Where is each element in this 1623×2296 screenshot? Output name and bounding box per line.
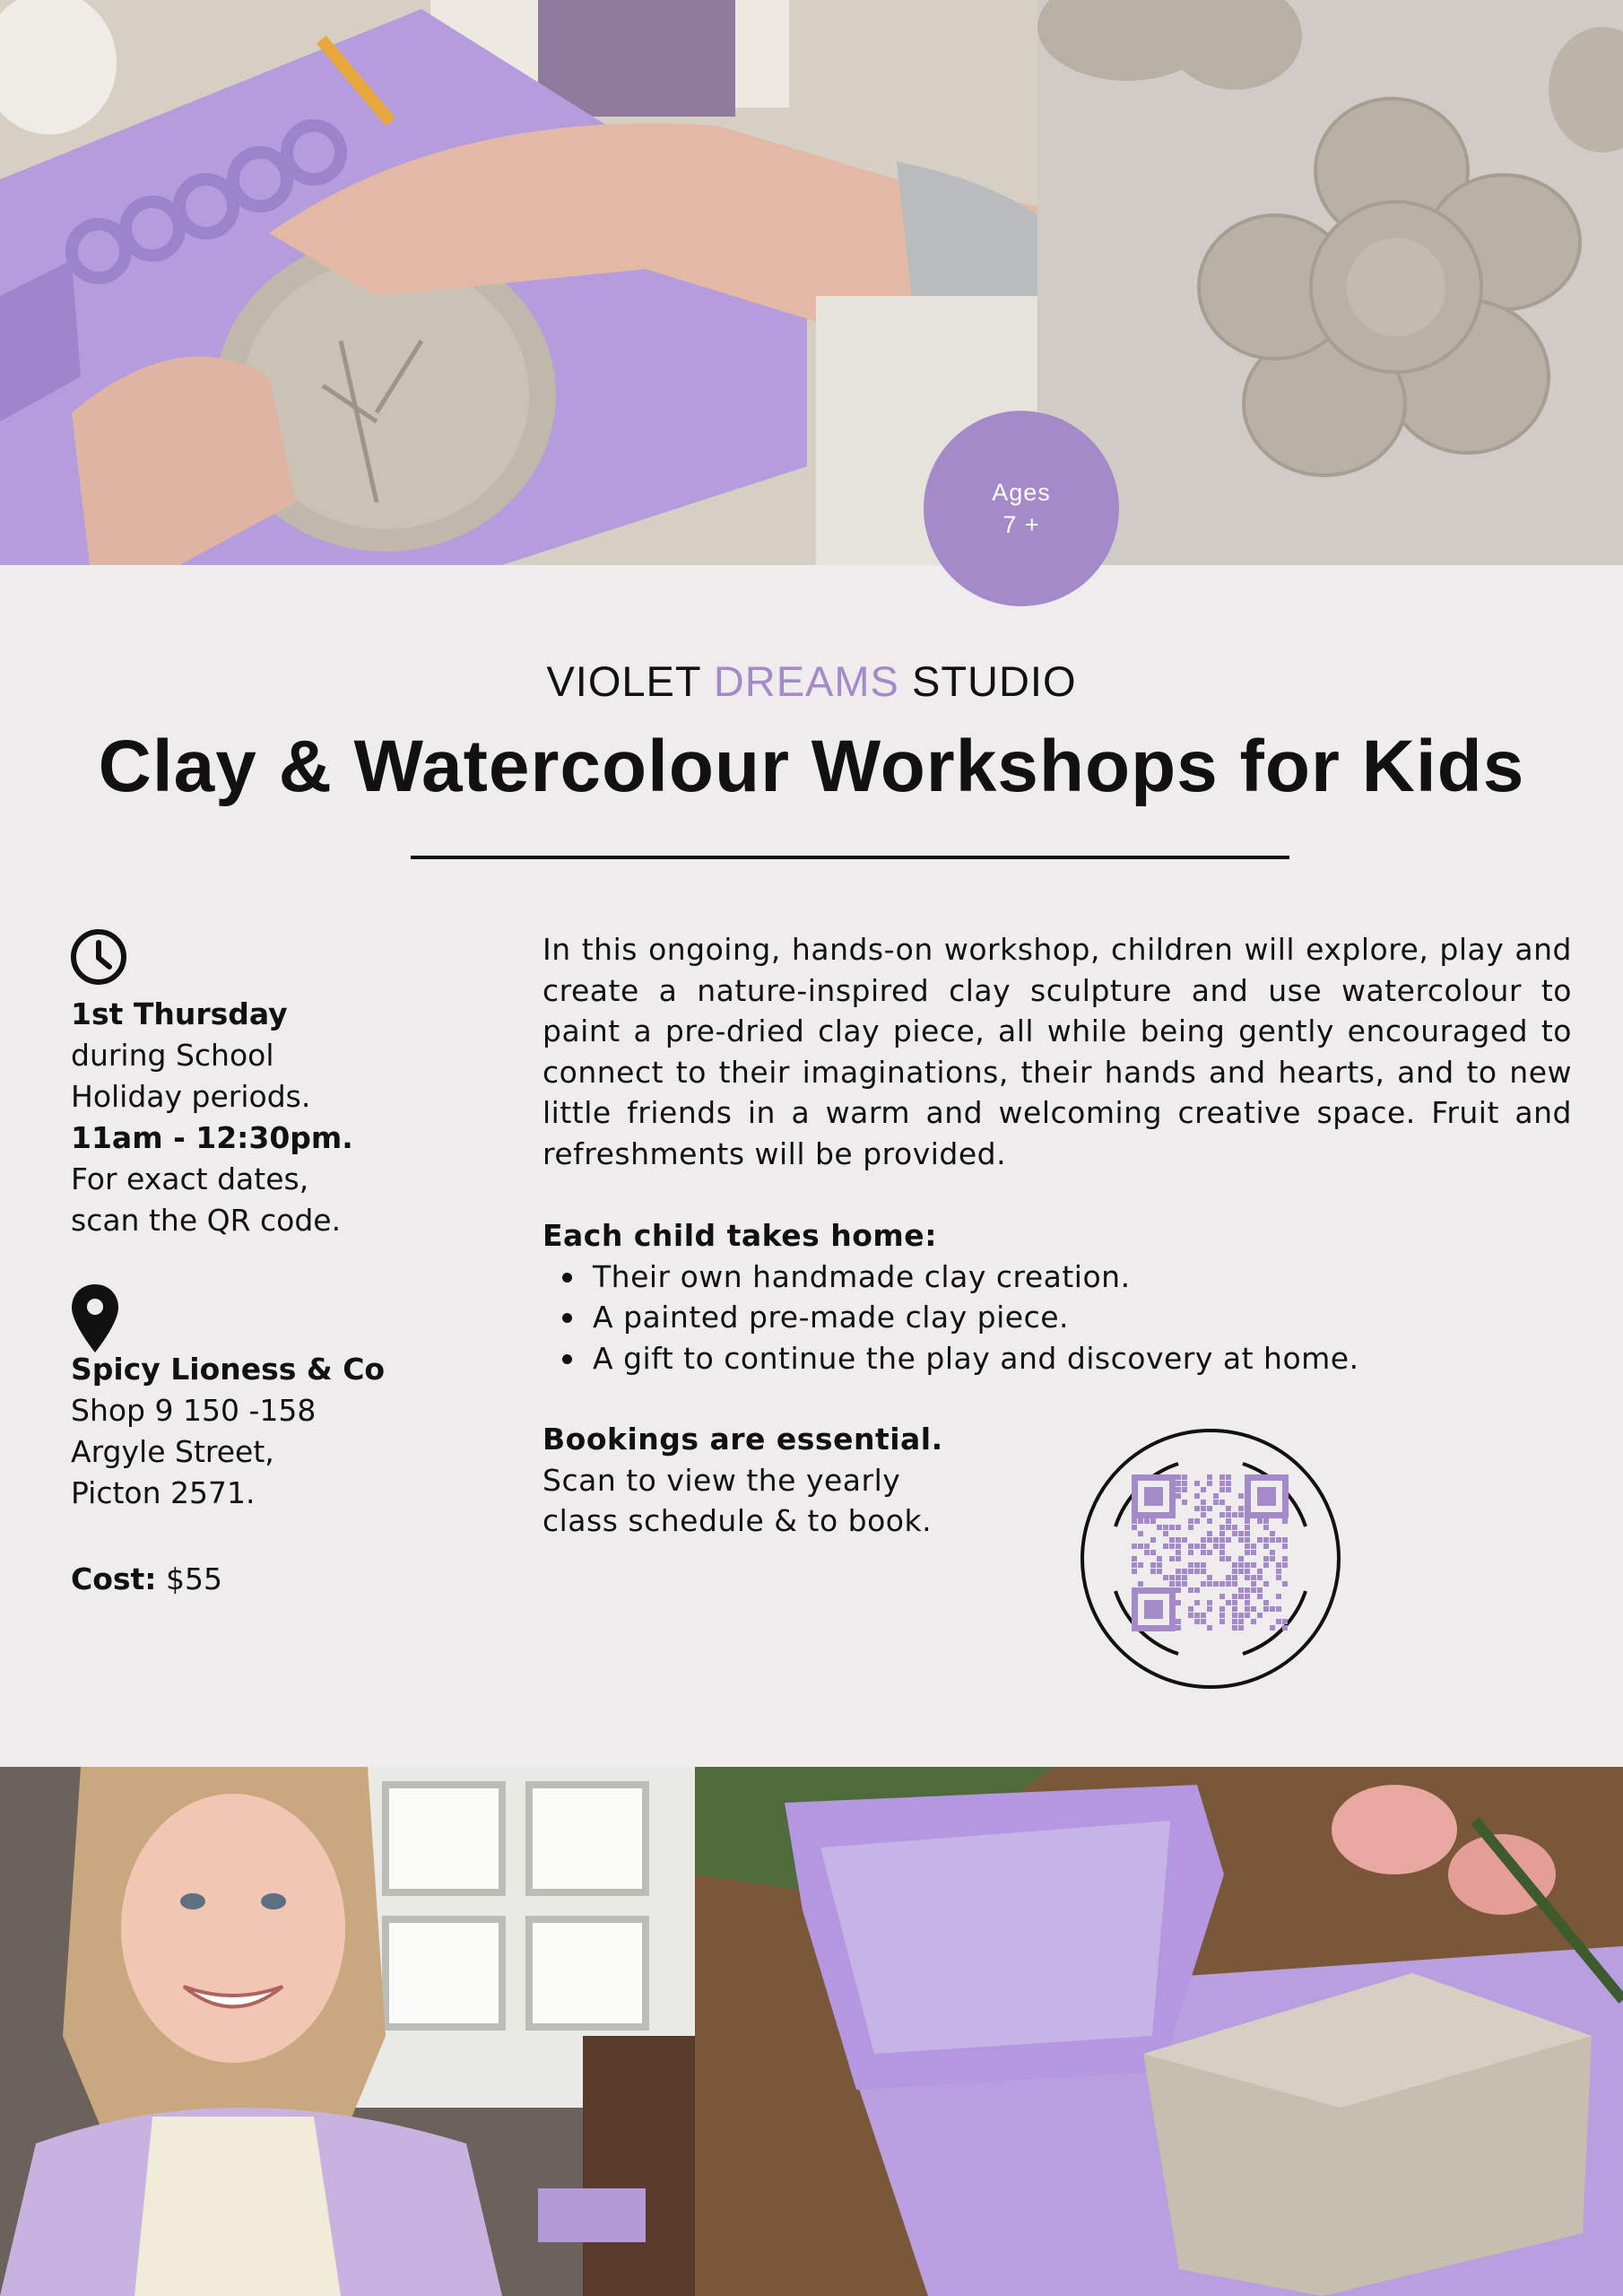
qr-module bbox=[1282, 1581, 1288, 1587]
qr-module bbox=[1270, 1606, 1275, 1612]
qr-module bbox=[1251, 1581, 1256, 1587]
qr-module bbox=[1194, 1613, 1200, 1618]
qr-module bbox=[1276, 1575, 1281, 1580]
qr-module bbox=[1207, 1531, 1212, 1536]
qr-module bbox=[1176, 1556, 1181, 1561]
brand-accent: DREAMS bbox=[713, 657, 899, 705]
qr-module bbox=[1276, 1619, 1281, 1624]
qr-module bbox=[1132, 1518, 1137, 1524]
schedule-line2: during School bbox=[71, 1038, 274, 1073]
qr-module bbox=[1194, 1506, 1200, 1511]
qr-module bbox=[1194, 1600, 1200, 1605]
qr-module bbox=[1238, 1556, 1244, 1561]
qr-module bbox=[1232, 1581, 1237, 1587]
qr-module bbox=[1238, 1537, 1244, 1543]
qr-module bbox=[1219, 1537, 1225, 1543]
qr-module bbox=[1219, 1481, 1225, 1486]
qr-module bbox=[1245, 1544, 1250, 1549]
qr-module bbox=[1144, 1600, 1163, 1619]
qr-module bbox=[1276, 1606, 1281, 1612]
qr-module bbox=[1132, 1562, 1137, 1568]
qr-module bbox=[1251, 1550, 1256, 1555]
qr-module bbox=[1282, 1562, 1288, 1568]
qr-module bbox=[1263, 1537, 1269, 1543]
qr-module bbox=[1270, 1625, 1275, 1631]
qr-module bbox=[1232, 1625, 1237, 1631]
qr-module bbox=[1232, 1562, 1237, 1568]
qr-module bbox=[1263, 1600, 1269, 1605]
qr-module bbox=[1282, 1537, 1288, 1543]
qr-module bbox=[1226, 1581, 1231, 1587]
qr-module bbox=[1182, 1537, 1187, 1543]
qr-module bbox=[1144, 1550, 1150, 1555]
cost-label: Cost: bbox=[71, 1561, 157, 1596]
qr-module bbox=[1194, 1587, 1200, 1593]
qr-module bbox=[1207, 1600, 1212, 1605]
qr-module bbox=[1132, 1544, 1137, 1549]
qr-module bbox=[1238, 1594, 1244, 1599]
qr-module bbox=[1219, 1525, 1225, 1530]
qr-module bbox=[1207, 1537, 1212, 1543]
qr-module bbox=[1182, 1581, 1187, 1587]
qr-module bbox=[1188, 1544, 1193, 1549]
studio-brand bbox=[0, 657, 1623, 706]
qr-module bbox=[1232, 1525, 1237, 1530]
qr-module bbox=[1176, 1569, 1181, 1574]
qr-module bbox=[1263, 1544, 1269, 1549]
qr-module bbox=[1176, 1600, 1181, 1605]
qr-module bbox=[1176, 1474, 1181, 1480]
location-line2: Shop 9 150 -158 bbox=[71, 1393, 317, 1428]
list-item: A gift to continue the play and discovery at home. bbox=[542, 1338, 1572, 1379]
qr-module bbox=[1182, 1569, 1187, 1574]
qr-module bbox=[1238, 1562, 1244, 1568]
qr-module bbox=[1238, 1613, 1244, 1618]
qr-module bbox=[1188, 1518, 1193, 1524]
qr-module bbox=[1245, 1600, 1250, 1605]
bookings-line3: class schedule & to book. bbox=[542, 1503, 933, 1538]
qr-module bbox=[1213, 1581, 1219, 1587]
qr-module bbox=[1188, 1525, 1193, 1530]
qr-module bbox=[1176, 1493, 1181, 1499]
qr-module bbox=[1238, 1587, 1244, 1593]
qr-module bbox=[1238, 1506, 1244, 1511]
qr-module bbox=[1226, 1525, 1231, 1530]
qr-module bbox=[1226, 1512, 1231, 1518]
qr-module bbox=[1251, 1606, 1256, 1612]
qr-module bbox=[1219, 1544, 1225, 1549]
qr-module bbox=[1138, 1544, 1143, 1549]
qr-module bbox=[1163, 1525, 1168, 1530]
qr-module bbox=[1138, 1562, 1143, 1568]
photo-clay-block-tray bbox=[695, 1767, 1623, 2296]
qr-module bbox=[1219, 1581, 1225, 1587]
qr-module bbox=[1257, 1613, 1263, 1618]
qr-module bbox=[1138, 1531, 1143, 1536]
schedule-line5: For exact dates, bbox=[71, 1161, 309, 1196]
qr-module bbox=[1176, 1544, 1181, 1549]
schedule-line6: scan the QR code. bbox=[71, 1203, 342, 1238]
qr-module bbox=[1270, 1556, 1275, 1561]
qr-module bbox=[1245, 1525, 1250, 1530]
qr-module bbox=[1238, 1625, 1244, 1631]
cost-value: $55 bbox=[156, 1561, 222, 1596]
bookings-section bbox=[542, 1419, 1009, 1542]
qr-module bbox=[1207, 1506, 1212, 1511]
qr-module bbox=[1176, 1575, 1181, 1580]
bookings-heading: Bookings are essential. bbox=[542, 1422, 943, 1457]
qr-module bbox=[1232, 1606, 1237, 1612]
qr-module bbox=[1157, 1562, 1162, 1568]
location-name: Spicy Lioness & Co bbox=[71, 1352, 386, 1387]
photo-clay-flower bbox=[1037, 0, 1623, 565]
qr-module bbox=[1263, 1525, 1269, 1530]
qr-module bbox=[1207, 1481, 1212, 1486]
takehome-section bbox=[542, 1215, 1572, 1378]
qr-module bbox=[1163, 1531, 1168, 1536]
qr-module bbox=[1182, 1487, 1187, 1492]
qr-module bbox=[1232, 1569, 1237, 1574]
qr-module bbox=[1226, 1556, 1231, 1561]
qr-code-icon[interactable] bbox=[1080, 1428, 1341, 1690]
qr-module bbox=[1263, 1518, 1269, 1524]
qr-module bbox=[1276, 1537, 1281, 1543]
qr-module bbox=[1245, 1537, 1250, 1543]
qr-module bbox=[1251, 1619, 1256, 1624]
qr-module bbox=[1194, 1619, 1200, 1624]
qr-module bbox=[1245, 1562, 1250, 1568]
qr-module bbox=[1226, 1474, 1231, 1480]
qr-module bbox=[1213, 1493, 1219, 1499]
qr-module bbox=[1201, 1581, 1206, 1587]
qr-module bbox=[1194, 1518, 1200, 1524]
qr-module bbox=[1282, 1556, 1288, 1561]
qr-module bbox=[1207, 1474, 1212, 1480]
qr-module bbox=[1188, 1562, 1193, 1568]
qr-module bbox=[1238, 1619, 1244, 1624]
qr-module bbox=[1251, 1562, 1256, 1568]
qr-module bbox=[1245, 1550, 1250, 1555]
qr-module bbox=[1169, 1544, 1175, 1549]
ages-value: 7 + bbox=[1002, 511, 1040, 538]
brand-part1: VIOLET bbox=[546, 657, 714, 705]
location-info bbox=[71, 1349, 385, 1514]
qr-module bbox=[1169, 1556, 1175, 1561]
qr-module bbox=[1188, 1587, 1193, 1593]
takehome-list bbox=[542, 1257, 1572, 1379]
qr-module bbox=[1238, 1569, 1244, 1574]
ages-badge bbox=[924, 411, 1119, 606]
qr-module bbox=[1176, 1487, 1181, 1492]
qr-module bbox=[1201, 1613, 1206, 1618]
qr-module bbox=[1226, 1506, 1231, 1511]
qr-module bbox=[1194, 1493, 1200, 1499]
qr-module bbox=[1245, 1569, 1250, 1574]
qr-module bbox=[1138, 1581, 1143, 1587]
photo-child-pressing-clay bbox=[0, 0, 1040, 565]
qr-module bbox=[1219, 1512, 1225, 1518]
qr-module bbox=[1176, 1525, 1181, 1530]
schedule-time: 11am - 12:30pm. bbox=[71, 1120, 353, 1155]
qr-module bbox=[1219, 1531, 1225, 1536]
qr-module bbox=[1270, 1531, 1275, 1536]
qr-module bbox=[1176, 1619, 1181, 1624]
bookings-line2: Scan to view the yearly bbox=[542, 1462, 901, 1498]
qr-module bbox=[1232, 1512, 1237, 1518]
qr-module bbox=[1219, 1550, 1225, 1555]
qr-module bbox=[1188, 1569, 1193, 1574]
qr-module bbox=[1157, 1525, 1162, 1530]
qr-module bbox=[1182, 1575, 1187, 1580]
qr-module bbox=[1157, 1556, 1162, 1561]
qr-module bbox=[1132, 1569, 1137, 1574]
qr-module bbox=[1201, 1506, 1206, 1511]
takehome-heading: Each child takes home: bbox=[542, 1218, 937, 1253]
qr-module bbox=[1176, 1587, 1181, 1593]
qr-module bbox=[1213, 1500, 1219, 1505]
qr-module bbox=[1282, 1625, 1288, 1631]
qr-module bbox=[1245, 1594, 1250, 1599]
qr-module bbox=[1150, 1550, 1156, 1555]
qr-module bbox=[1201, 1619, 1206, 1624]
qr-module bbox=[1163, 1575, 1168, 1580]
qr-module bbox=[1194, 1544, 1200, 1549]
qr-module bbox=[1132, 1525, 1137, 1530]
qr-module bbox=[1226, 1575, 1231, 1580]
qr-module bbox=[1201, 1487, 1206, 1492]
qr-module bbox=[1188, 1606, 1193, 1612]
qr-module bbox=[1188, 1613, 1193, 1618]
qr-module bbox=[1201, 1550, 1206, 1555]
list-item: A painted pre-made clay piece. bbox=[542, 1297, 1572, 1338]
qr-module bbox=[1257, 1569, 1263, 1574]
qr-module bbox=[1251, 1575, 1256, 1580]
qr-module bbox=[1245, 1518, 1250, 1524]
qr-module bbox=[1188, 1550, 1193, 1555]
qr-module bbox=[1257, 1487, 1276, 1506]
qr-module bbox=[1194, 1562, 1200, 1568]
qr-module bbox=[1232, 1531, 1237, 1536]
qr-module bbox=[1207, 1518, 1212, 1524]
qr-module bbox=[1257, 1537, 1263, 1543]
schedule-info bbox=[71, 994, 353, 1241]
qr-module bbox=[1245, 1575, 1250, 1580]
qr-module bbox=[1245, 1587, 1250, 1593]
qr-module bbox=[1219, 1500, 1225, 1505]
qr-module bbox=[1176, 1625, 1181, 1631]
qr-module bbox=[1251, 1587, 1256, 1593]
qr-module bbox=[1219, 1594, 1225, 1599]
clock-icon bbox=[70, 928, 127, 986]
qr-module bbox=[1213, 1537, 1219, 1543]
qr-module bbox=[1144, 1487, 1163, 1506]
qr-module bbox=[1201, 1569, 1206, 1574]
qr-module bbox=[1150, 1562, 1156, 1568]
qr-module bbox=[1282, 1544, 1288, 1549]
qr-module bbox=[1169, 1537, 1175, 1543]
qr-module bbox=[1176, 1481, 1181, 1486]
qr-module bbox=[1226, 1481, 1231, 1486]
qr-module bbox=[1257, 1587, 1263, 1593]
qr-module bbox=[1207, 1575, 1212, 1580]
qr-module bbox=[1194, 1481, 1200, 1486]
qr-module bbox=[1201, 1500, 1206, 1505]
qr-module bbox=[1232, 1575, 1237, 1580]
brand-part2: STUDIO bbox=[898, 657, 1077, 705]
qr-module bbox=[1251, 1544, 1256, 1549]
qr-module bbox=[1201, 1562, 1206, 1568]
qr-module bbox=[1238, 1531, 1244, 1536]
qr-module bbox=[1213, 1544, 1219, 1549]
qr-module bbox=[1257, 1594, 1263, 1599]
qr-module bbox=[1163, 1544, 1168, 1549]
schedule-day: 1st Thursday bbox=[71, 996, 288, 1031]
qr-module bbox=[1207, 1625, 1212, 1631]
qr-module bbox=[1169, 1575, 1175, 1580]
qr-module bbox=[1282, 1518, 1288, 1524]
qr-module bbox=[1257, 1575, 1263, 1580]
qr-module bbox=[1138, 1518, 1143, 1524]
qr-module bbox=[1176, 1550, 1181, 1555]
qr-module bbox=[1207, 1550, 1212, 1555]
qr-module bbox=[1263, 1562, 1269, 1568]
qr-module bbox=[1219, 1606, 1225, 1612]
location-line3: Argyle Street, bbox=[71, 1434, 274, 1469]
qr-module bbox=[1276, 1594, 1281, 1599]
qr-module bbox=[1201, 1512, 1206, 1518]
cost-info bbox=[71, 1559, 222, 1600]
qr-module bbox=[1270, 1537, 1275, 1543]
qr-module bbox=[1207, 1606, 1212, 1612]
qr-module bbox=[1219, 1556, 1225, 1561]
qr-module bbox=[1169, 1525, 1175, 1530]
qr-module bbox=[1157, 1569, 1162, 1574]
qr-module bbox=[1238, 1512, 1244, 1518]
qr-module bbox=[1263, 1556, 1269, 1561]
qr-module bbox=[1219, 1613, 1225, 1618]
qr-module bbox=[1226, 1518, 1231, 1524]
qr-module bbox=[1176, 1537, 1181, 1543]
qr-module bbox=[1182, 1500, 1187, 1505]
qr-module bbox=[1232, 1600, 1237, 1605]
qr-module bbox=[1270, 1550, 1275, 1555]
qr-module bbox=[1219, 1487, 1225, 1492]
qr-module bbox=[1150, 1569, 1156, 1574]
qr-module bbox=[1150, 1537, 1156, 1543]
qr-module bbox=[1263, 1606, 1269, 1612]
qr-module bbox=[1245, 1606, 1250, 1612]
qr-module bbox=[1257, 1518, 1263, 1524]
ages-label: Ages bbox=[992, 479, 1051, 506]
qr-module bbox=[1245, 1531, 1250, 1536]
list-item: Their own handmade clay creation. bbox=[542, 1257, 1572, 1298]
qr-module bbox=[1132, 1556, 1137, 1561]
qr-module bbox=[1219, 1619, 1225, 1624]
qr-module bbox=[1238, 1493, 1244, 1499]
qr-module bbox=[1144, 1544, 1150, 1549]
qr-module bbox=[1232, 1594, 1237, 1599]
qr-module bbox=[1232, 1619, 1237, 1624]
qr-module bbox=[1201, 1537, 1206, 1543]
qr-module bbox=[1169, 1581, 1175, 1587]
qr-module bbox=[1245, 1613, 1250, 1618]
qr-module bbox=[1182, 1481, 1187, 1486]
qr-module bbox=[1263, 1581, 1269, 1587]
qr-module bbox=[1232, 1613, 1237, 1618]
qr-module bbox=[1226, 1537, 1231, 1543]
qr-module bbox=[1150, 1518, 1156, 1524]
qr-module bbox=[1176, 1581, 1181, 1587]
qr-module bbox=[1219, 1474, 1225, 1480]
qr-module bbox=[1282, 1619, 1288, 1624]
qr-module bbox=[1194, 1569, 1200, 1574]
qr-module bbox=[1226, 1487, 1231, 1492]
schedule-line3: Holiday periods. bbox=[71, 1079, 311, 1114]
workshop-description: In this ongoing, hands-on workshop, children will explore, play and create a nature-inspired clay sculpture and use watercolour to paint a pre-dried clay piece, all while being gently encouraged to connect to their imaginations, their hands and hearts, and to new little friends in a warm and welcoming creative space. Fruit and refreshments will be provided. bbox=[542, 932, 1572, 1171]
title-divider bbox=[411, 856, 1289, 859]
location-line4: Picton 2571. bbox=[71, 1475, 256, 1510]
qr-module bbox=[1276, 1569, 1281, 1574]
qr-module bbox=[1144, 1518, 1150, 1524]
qr-module bbox=[1226, 1600, 1231, 1605]
qr-module bbox=[1276, 1562, 1281, 1568]
photo-smiling-girl bbox=[0, 1767, 695, 2296]
qr-module bbox=[1182, 1474, 1187, 1480]
map-pin-icon bbox=[72, 1284, 118, 1352]
qr-module bbox=[1207, 1581, 1212, 1587]
page-title: Clay & Watercolour Workshops for Kids bbox=[98, 726, 1525, 807]
qr-module bbox=[1201, 1544, 1206, 1549]
